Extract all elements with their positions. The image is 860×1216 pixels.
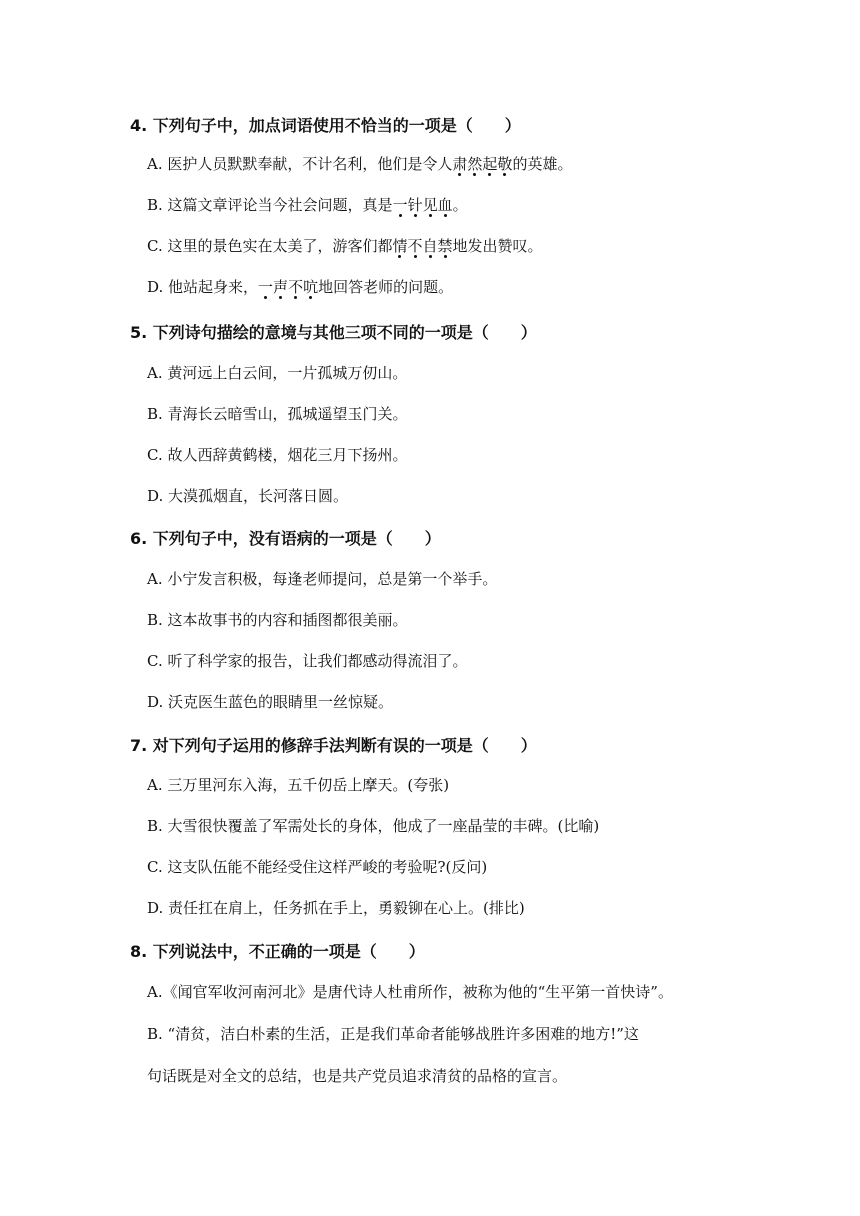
question-4-option-b — [147, 194, 468, 216]
emphasis-dot-char: 情 — [392, 237, 408, 255]
question-8-stem: 8. 下列说法中，不正确的一项是（ ） — [130, 942, 425, 961]
dotted-phrase — [452, 155, 512, 173]
emphasis-dot-char: 起 — [482, 155, 498, 173]
emphasis-dot-char: 吭 — [303, 278, 319, 296]
emphasis-dot-char: 敬 — [497, 155, 513, 173]
emphasis-dot-char: 血 — [437, 196, 453, 214]
option-text: 的英雄。 — [512, 155, 573, 173]
option-text: 地发出赞叹。 — [452, 237, 543, 255]
question-7-option-d: D. 责任扛在肩上，任务抓在手上，勇毅铆在心上。(排比) — [147, 899, 525, 917]
question-6-option-b: B. 这本故事书的内容和插图都很美丽。 — [147, 611, 408, 629]
question-5-option-d: D. 大漠孤烟直，长河落日圆。 — [147, 487, 349, 505]
question-7-stem: 7. 对下列句子运用的修辞手法判断有误的一项是（ ） — [130, 736, 537, 755]
question-6-option-a: A. 小宁发言积极，每逢老师提问，总是第一个举手。 — [147, 570, 498, 588]
option-text: C. 这里的景色实在太美了，游客们都 — [147, 237, 393, 255]
emphasis-dot-char: 肃 — [452, 155, 468, 173]
dotted-phrase — [258, 278, 318, 296]
question-8-option-b-continued: 句话既是对全文的总结，也是共产党员追求清贫的品格的宣言。 — [147, 1067, 568, 1085]
emphasis-dot-char: 然 — [467, 155, 483, 173]
emphasis-dot-char: 声 — [273, 278, 289, 296]
option-text: D. 他站起身来， — [147, 278, 259, 296]
emphasis-dot-char: 禁 — [437, 237, 453, 255]
emphasis-dot-char: 一 — [258, 278, 274, 296]
option-text: 地回答老师的问题。 — [318, 278, 454, 296]
option-text: 。 — [452, 196, 468, 214]
question-4-option-a — [147, 153, 572, 175]
question-6-option-c: C. 听了科学家的报告，让我们都感动得流泪了。 — [147, 652, 468, 670]
emphasis-dot-char: 一 — [392, 196, 408, 214]
option-text: A. 医护人员默默奉献，不计名利，他们是令人 — [147, 155, 453, 173]
question-8-option-b: B. “清贫，洁白朴素的生活，正是我们革命者能够战胜许多困难的地方!”这 — [147, 1025, 639, 1043]
dotted-phrase — [392, 237, 452, 255]
question-5-stem: 5. 下列诗句描绘的意境与其他三项不同的一项是（ ） — [130, 323, 537, 342]
question-6-stem: 6. 下列句子中，没有语病的一项是（ ） — [130, 529, 441, 548]
emphasis-dot-char: 自 — [422, 237, 438, 255]
option-text: B. 这篇文章评论当今社会问题，真是 — [147, 196, 393, 214]
question-6-option-d: D. 沃克医生蓝色的眼睛里一丝惊疑。 — [147, 693, 394, 711]
emphasis-dot-char: 不 — [407, 237, 423, 255]
question-5-option-c: C. 故人西辞黄鹤楼，烟花三月下扬州。 — [147, 446, 408, 464]
question-7-option-c: C. 这支队伍能不能经受住这样严峻的考验呢?(反问) — [147, 858, 488, 876]
question-4-option-d — [147, 276, 453, 298]
emphasis-dot-char: 见 — [422, 196, 438, 214]
question-5-option-a: A. 黄河远上白云间，一片孤城万仞山。 — [147, 364, 408, 382]
question-7-option-b: B. 大雪很快覆盖了军需处长的身体，他成了一座晶莹的丰碑。(比喻) — [147, 817, 600, 835]
emphasis-dot-char: 针 — [407, 196, 423, 214]
question-4-option-c — [147, 235, 543, 257]
dotted-phrase — [393, 196, 453, 214]
question-8-option-a: A.《闻官军收河南河北》是唐代诗人杜甫所作，被称为他的“生平第一首快诗”。 — [147, 983, 673, 1001]
emphasis-dot-char: 不 — [288, 278, 304, 296]
question-5-option-b: B. 青海长云暗雪山，孤城遥望玉门关。 — [147, 405, 408, 423]
question-7-option-a: A. 三万里河东入海，五千仞岳上摩天。(夸张) — [147, 776, 450, 794]
question-4-stem: 4. 下列句子中，加点词语使用不恰当的一项是（ ） — [130, 116, 521, 135]
